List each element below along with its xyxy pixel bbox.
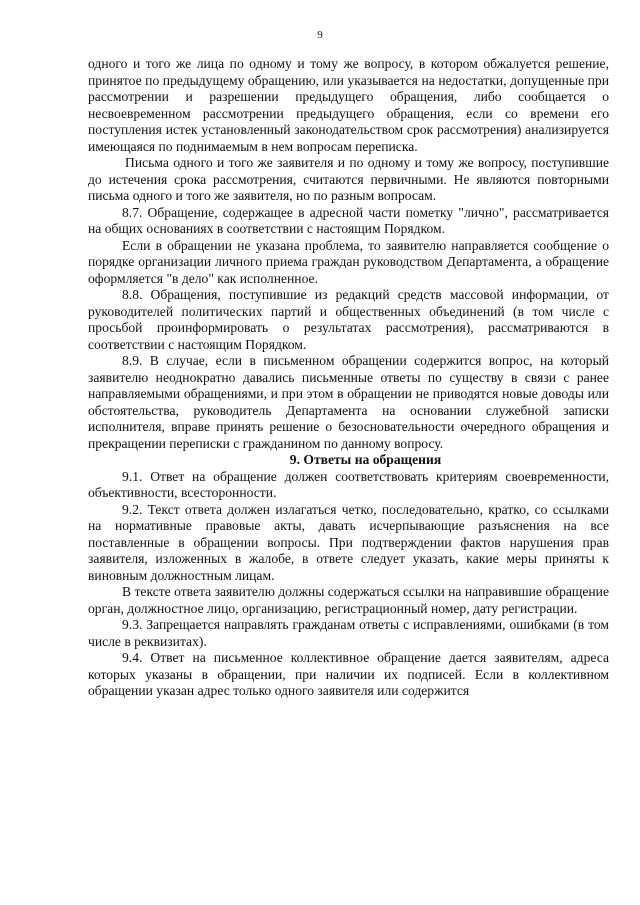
paragraph-continuation: одного и того же лица по одному и тому же вопросу, в котором обжалуется решение, принятое по предыдущему обращению, или указывается на недостатки, допущенные при рассмотрении и разрешении предыдущего обращения, либо сообщается о несвоевременном рассмотрении предыдущего обращения, если со времени его поступления истек установленный законодательством срок рассмотрения) анализируется имеющаяся по поднимаемым в нем вопросам переписка. [88, 56, 609, 154]
paragraph-8-9: 8.9. В случае, если в письменном обращении содержится вопрос, на который заявителю неоднократно давались письменные ответы по существу в связи с ранее направляемыми обращениями, и при этом в обращении не приводятся новые доводы или обстоятельства, руководитель Департамента на основании служебной записки исполнителя, вправе принять решение о безосновательности очередного обращения и прекращении переписки с гражданином по данному вопросу. [88, 353, 609, 451]
paragraph-8-8: 8.8. Обращения, поступившие из редакций средств массовой информации, от руководителей политических партий и общественных объединений (в том числе с просьбой проинформировать о результатах рассмотрения), рассматриваются в соответствии с настоящим Порядком. [88, 287, 609, 352]
paragraph-8-7: 8.7. Обращение, содержащее в адресной части пометку "лично", рассматривается на общих основаниях в соответствии с настоящим Порядком. [88, 204, 609, 236]
paragraph-9-2: 9.2. Текст ответа должен излагаться четко, последовательно, кратко, со ссылками на нормативные правовые акты, давать исчерпывающие разъяснения на все поставленные в обращении вопросы. При подтверждении фактов нарушения прав заявителя, изложенных в жалобе, в ответе следует указать, какие меры приняты к виновным должностным лицам. [88, 501, 609, 583]
paragraph-response-references: В тексте ответа заявителю должны содержаться ссылки на направившие обращение орган, должностное лицо, организацию, регистрационный номер, дату регистрации. [88, 584, 609, 616]
section-heading: 9. Ответы на обращения [289, 452, 442, 467]
paragraph-9-1: 9.1. Ответ на обращение должен соответствовать критериям своевременности, объективности, всесторонности. [88, 468, 609, 500]
document-body [88, 56, 609, 700]
paragraph-9-4: 9.4. Ответ на письменное коллективное обращение дается заявителям, адреса которых указаны в обращении, при наличии их подписей. Если в коллективном обращении указан адрес только одного заявителя или содержится [88, 650, 609, 698]
paragraph-9-3: 9.3. Запрещается направлять гражданам ответы с исправлениями, ошибками (в том числе в реквизитах). [88, 617, 609, 649]
paragraph-repeat-letters: Письма одного и того же заявителя и по одному и тому же вопросу, поступившие до истечения срока рассмотрения, считаются первичными. Не являются повторными письма одного и того же заявителя, но по разным вопросам. [88, 155, 609, 203]
paragraph-no-problem: Если в обращении не указана проблема, то заявителю направляется сообщение о порядке организации личного приема граждан руководством Департамента, а обращение оформляется "в дело" как исполненное. [88, 237, 609, 286]
page-number: 9 [317, 29, 323, 41]
